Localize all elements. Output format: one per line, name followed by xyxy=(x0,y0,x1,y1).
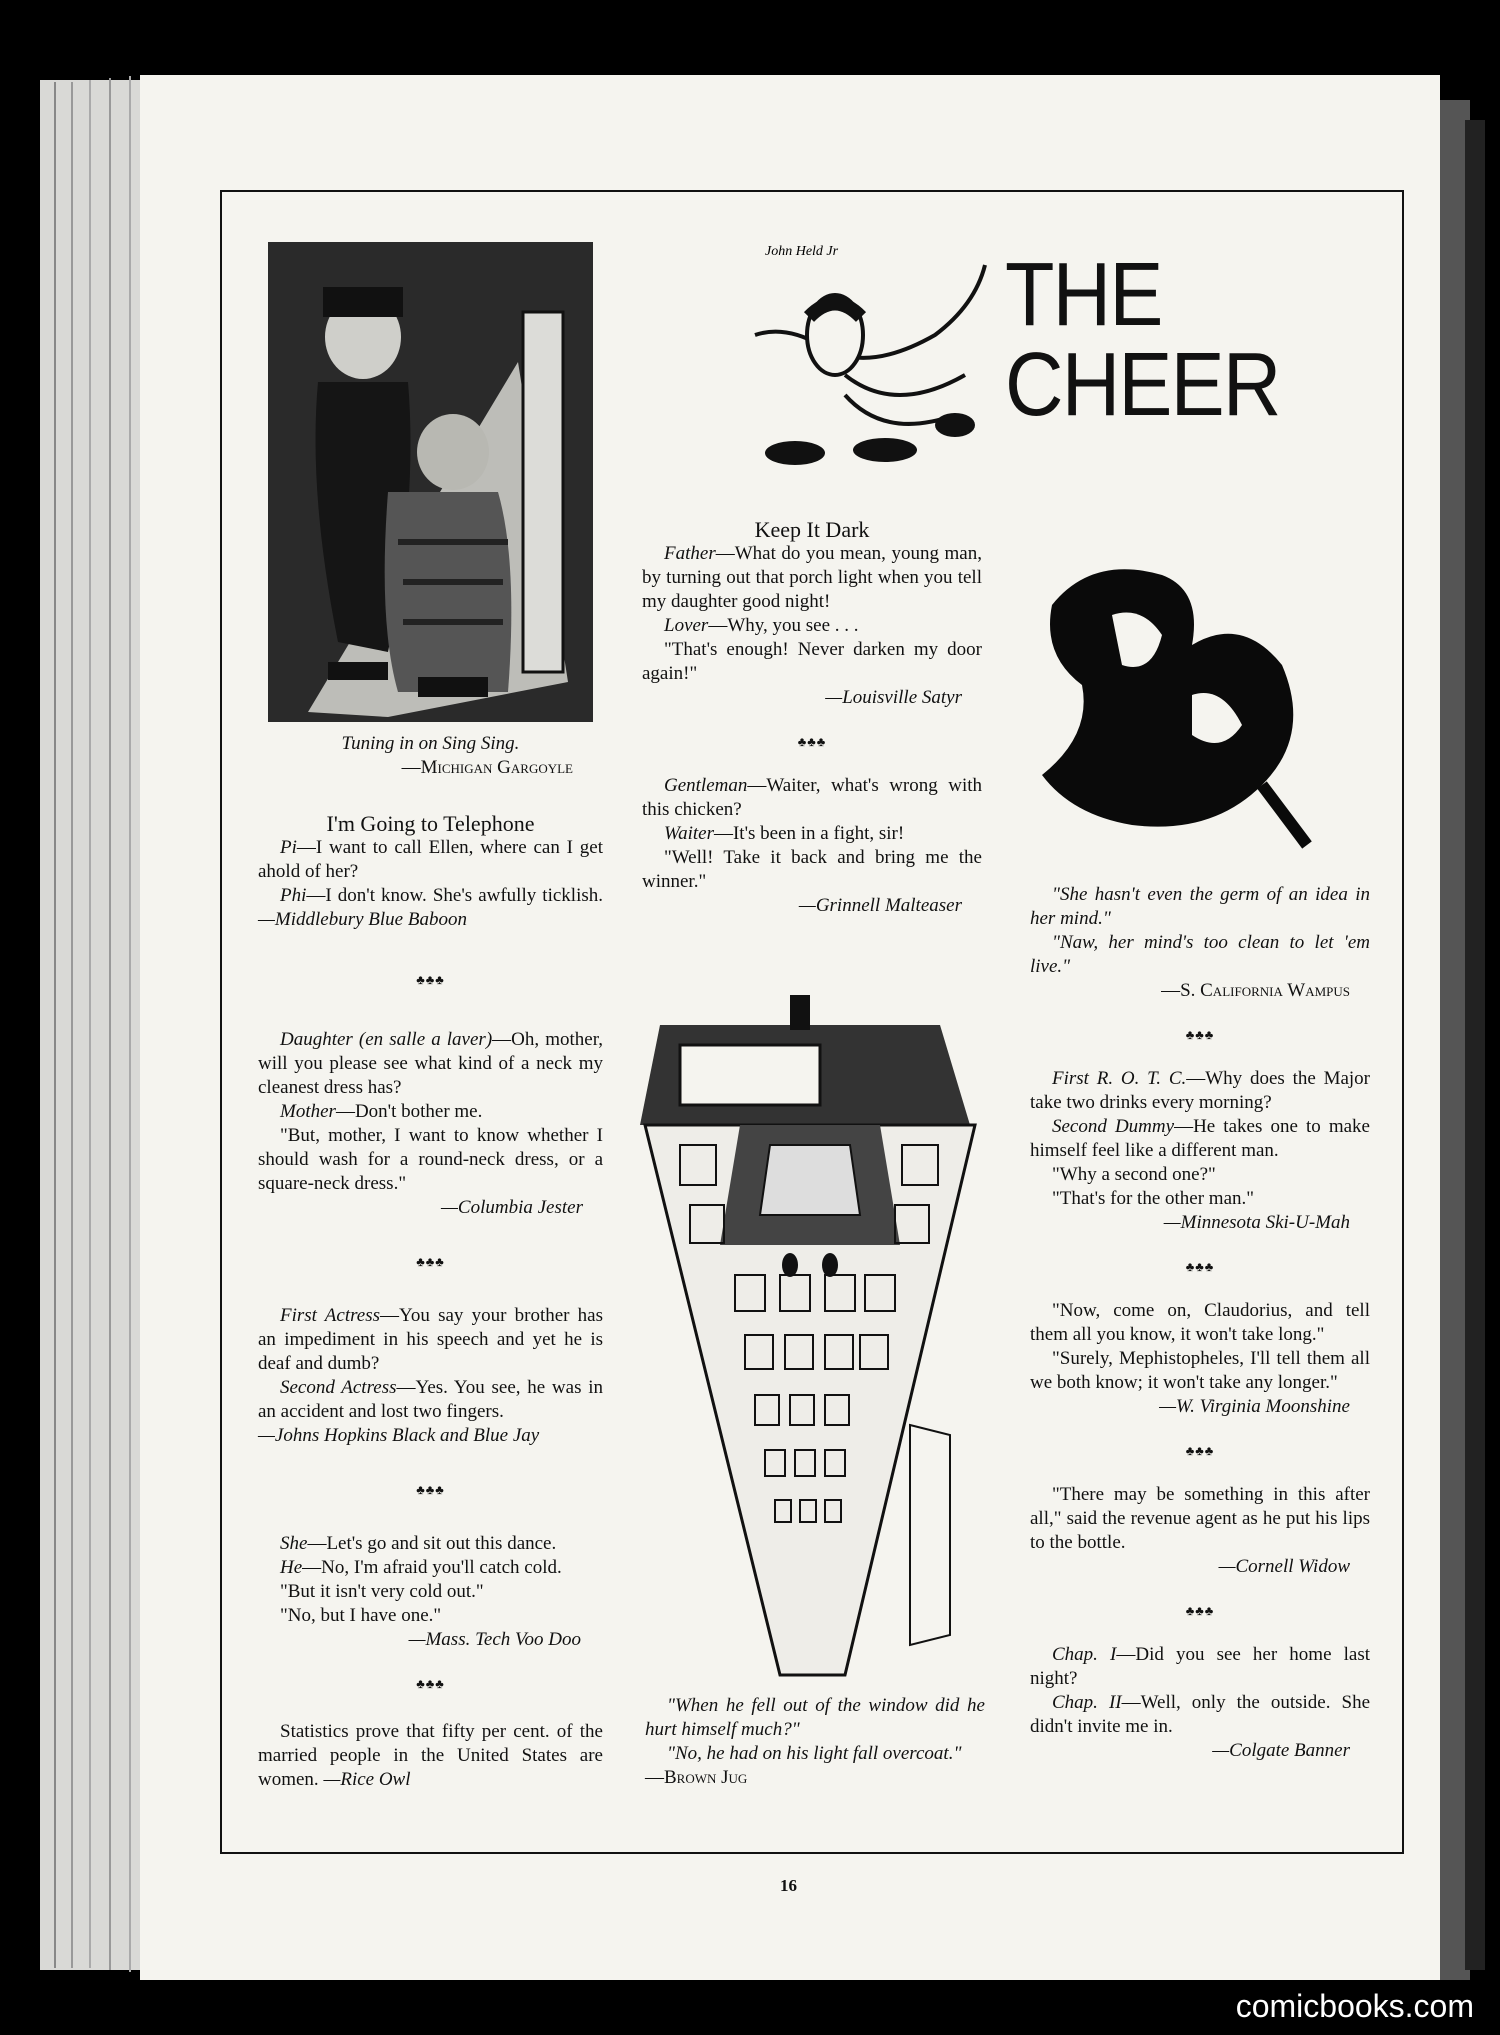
credit: —Louisville Satyr xyxy=(825,687,962,708)
dialogue: "Well! Take it back and bring me the winner." xyxy=(642,847,982,892)
dialogue: —Why, you see . . . xyxy=(708,615,859,636)
building-caption: "No, he had on his light fall overcoat." xyxy=(667,1743,962,1764)
building-caption: "When he fell out of the window did he hurt himself much?" xyxy=(645,1695,985,1740)
joke-heading: I'm Going to Telephone xyxy=(326,811,535,836)
left-column xyxy=(258,242,603,1792)
joke-cold xyxy=(258,1532,603,1652)
dialogue: —It's been in a fight, sir! xyxy=(713,823,905,844)
credit: —Columbia Jester xyxy=(441,1197,583,1218)
joke-chap xyxy=(1030,1643,1370,1763)
dialogue: —No, I'm afraid you'll catch cold. xyxy=(302,1557,562,1578)
speaker: Waiter xyxy=(664,823,714,844)
dialogue: "She hasn't even the germ of an idea in her mind." xyxy=(1030,884,1370,929)
speaker: First R. O. T. C. xyxy=(1052,1068,1187,1089)
speaker: Chap. I xyxy=(1052,1644,1117,1665)
joke-daughter xyxy=(258,1028,603,1220)
dialogue: "Why a second one?" xyxy=(1052,1164,1216,1185)
magazine-title: THE CHEER xyxy=(1005,245,1280,435)
right-column xyxy=(1030,883,1370,1763)
credit: —Middlebury Blue Baboon xyxy=(258,909,467,930)
joke-rotc xyxy=(1030,1067,1370,1235)
speaker: Gentleman xyxy=(664,775,748,796)
credit: —Minnesota Ski-U-Mah xyxy=(1163,1212,1350,1233)
dialogue: —Did you see her home last night? xyxy=(1030,1644,1370,1689)
dialogue: "No, but I have one." xyxy=(280,1605,442,1626)
speaker: Pi xyxy=(280,837,297,858)
speaker: Chap. II xyxy=(1052,1692,1122,1713)
dialogue: "Surely, Mephistopheles, I'll tell them all we both know; it won't take any longer." xyxy=(1030,1348,1370,1393)
building-credit: —Brown Jug xyxy=(645,1767,748,1788)
joke-telephone xyxy=(258,812,603,932)
joke-heading: Keep It Dark xyxy=(754,517,870,542)
speaker: First Actress xyxy=(280,1305,381,1326)
dialogue: "That's enough! Never darken my door again!" xyxy=(642,639,982,684)
credit: —W. Virginia Moonshine xyxy=(1159,1396,1350,1417)
separator: ♣♣♣ xyxy=(1185,1259,1215,1274)
separator: ♣♣♣ xyxy=(416,1482,445,1497)
middle-column xyxy=(642,518,982,918)
credit: —Cornell Widow xyxy=(1218,1556,1350,1577)
page-number: 16 xyxy=(780,1876,797,1895)
dialogue: Statistics prove that fifty per cent. of the married people in the United States are women. xyxy=(258,1721,603,1790)
joke-germ xyxy=(1030,883,1370,1003)
separator: ♣♣♣ xyxy=(416,972,445,987)
dialogue: —Let's go and sit out this dance. xyxy=(307,1533,557,1554)
separator: ♣♣♣ xyxy=(797,734,827,749)
dialogue: "But it isn't very cold out." xyxy=(280,1581,484,1602)
speaker: Daughter xyxy=(280,1029,353,1050)
speaker: Second Actress xyxy=(280,1377,397,1398)
dialogue: —Don't bother me. xyxy=(335,1101,483,1122)
joke-statistics xyxy=(258,1720,603,1792)
speaker: Second Dummy xyxy=(1052,1116,1175,1137)
speaker: She xyxy=(280,1533,308,1554)
separator: ♣♣♣ xyxy=(416,1676,445,1691)
dialogue: "Now, come on, Claudorius, and tell them all you know, it won't take long." xyxy=(1030,1300,1370,1345)
dialogue: "But, mother, I want to know whether I should wash for a round-neck dress, or a square-neck dress." xyxy=(258,1125,603,1194)
speaker: Lover xyxy=(664,615,709,636)
credit: —Mass. Tech Voo Doo xyxy=(408,1629,581,1650)
illustration-credit: —Michigan Gargoyle xyxy=(401,757,573,778)
dialogue: —Why does the Major take two drinks every morning? xyxy=(1030,1068,1371,1113)
title-illustration xyxy=(725,225,1005,475)
illustration-caption: Tuning in on Sing Sing. xyxy=(341,733,520,754)
credit: —Colgate Banner xyxy=(1212,1740,1350,1761)
credit: —Grinnell Malteaser xyxy=(798,895,962,916)
separator: ♣♣♣ xyxy=(1185,1027,1215,1042)
joke-chicken xyxy=(642,774,982,918)
dialogue: —Waiter, what's wrong with this chicken? xyxy=(642,775,982,820)
credit: —Johns Hopkins Black and Blue Jay xyxy=(258,1425,540,1446)
watermark: comicbooks.com xyxy=(1235,1988,1474,2024)
dialogue: —What do you mean, young man, by turning out that porch light when you tell my daughter good night! xyxy=(642,543,982,612)
joke-revenue xyxy=(1030,1483,1370,1579)
dialogue: —Yes. You see, he was in an accident and lost two fingers. xyxy=(258,1377,603,1422)
dialogue: —You say your brother has an impediment in his speech and yet he is deaf and dumb? xyxy=(258,1305,604,1374)
dialogue: —Oh, mother, will you please see what kind of a neck my cleanest dress has? xyxy=(258,1029,604,1098)
joke-keep-it-dark xyxy=(642,518,982,710)
speaker: Mother xyxy=(280,1101,336,1122)
separator: ♣♣♣ xyxy=(416,1254,445,1269)
building-illustration xyxy=(640,985,980,1685)
credit: —S. California Wampus xyxy=(1161,980,1350,1001)
dialogue: "That's for the other man." xyxy=(1052,1188,1255,1209)
speaker: Phi xyxy=(280,885,307,906)
dialogue: —I don't know. She's awfully ticklish. xyxy=(306,885,603,906)
silhouette-illustration xyxy=(1012,535,1312,855)
dialogue: "Naw, her mind's too clean to let 'em live." xyxy=(1030,932,1370,977)
dialogue: —Well, only the outside. She didn't invite me in. xyxy=(1030,1692,1370,1737)
building-caption-block xyxy=(645,1694,985,1790)
credit: —Rice Owl xyxy=(323,1769,411,1790)
joke-claudorius xyxy=(1030,1299,1370,1419)
artist-signature: John Held Jr xyxy=(765,244,839,259)
speaker: Father xyxy=(664,543,716,564)
speaker: He xyxy=(280,1557,303,1578)
joke-actress xyxy=(258,1304,603,1448)
dialogue: "There may be something in this after all," said the revenue agent as he put his lips to the bottle. xyxy=(1030,1484,1370,1553)
dialogue: —I want to call Ellen, where can I get ahold of her? xyxy=(258,837,603,882)
aside: (en salle a laver) xyxy=(358,1029,493,1050)
separator: ♣♣♣ xyxy=(1185,1603,1215,1618)
sing-sing-illustration xyxy=(268,242,593,722)
dialogue: —He takes one to make himself feel like a different man. xyxy=(1030,1116,1370,1161)
separator: ♣♣♣ xyxy=(1185,1443,1215,1458)
